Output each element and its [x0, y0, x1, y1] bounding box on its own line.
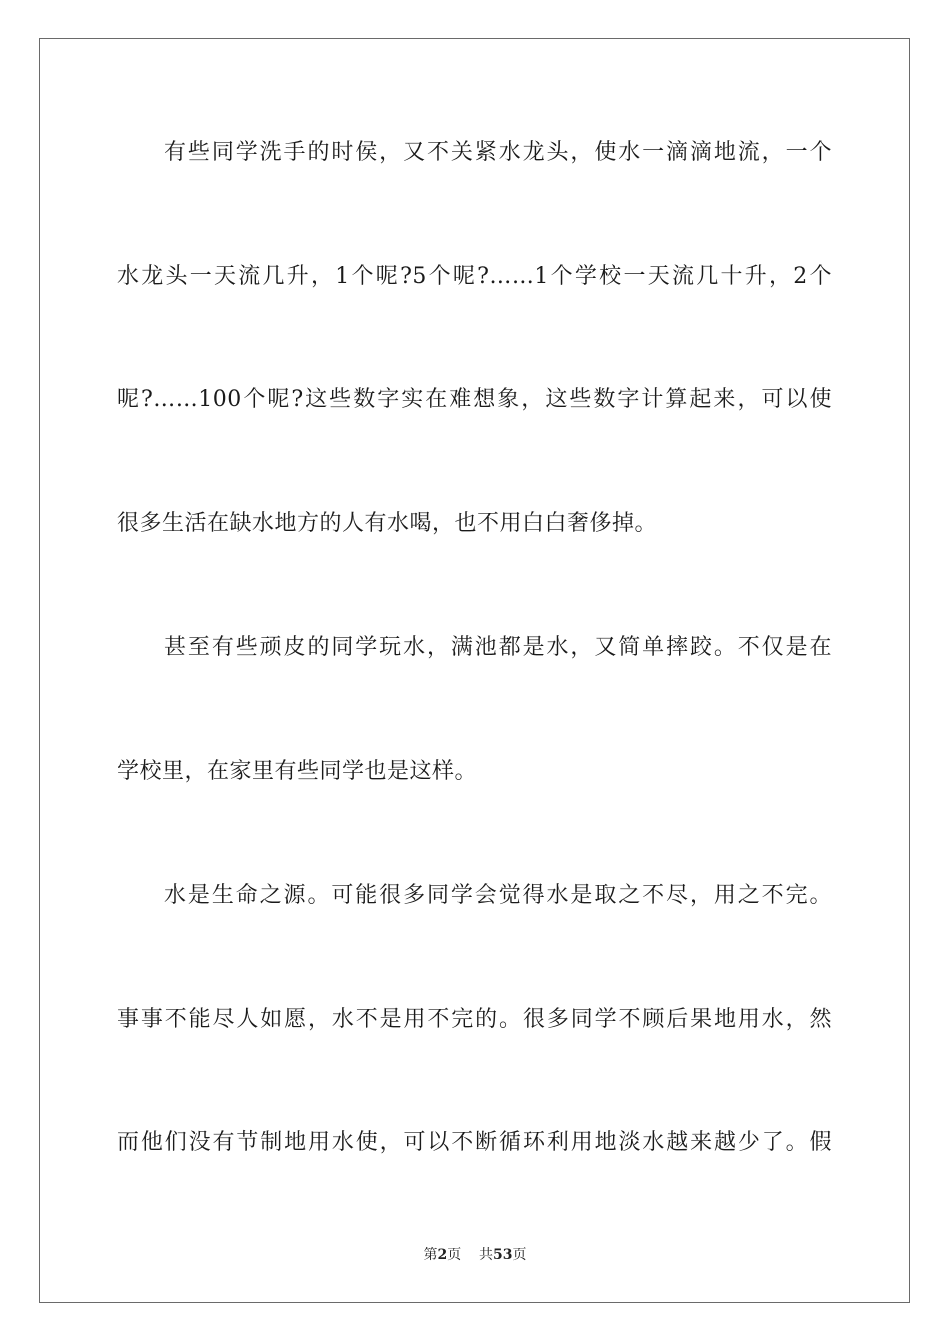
- footer-page-number: 2: [437, 1247, 448, 1263]
- footer-total-suffix: 页: [512, 1247, 527, 1263]
- footer-page-suffix: 页: [447, 1247, 462, 1263]
- paragraph-3-line-3: 而他们没有节制地用水使，可以不断循环利用地淡水越来越少了。假: [117, 1130, 832, 1155]
- paragraph-1-line-2: 水龙头一天流几升，1个呢?5个呢?……1个学校一天流几十升，2个: [117, 264, 832, 289]
- paragraph-1-line-4: 很多生活在缺水地方的人有水喝，也不用白白奢侈掉。: [117, 511, 658, 536]
- paragraph-3-line-1: 水是生命之源。可能很多同学会觉得水是取之不尽，用之不完。: [164, 883, 832, 908]
- footer-total-pages: 53: [493, 1247, 513, 1263]
- footer-page-prefix: 第: [423, 1247, 438, 1263]
- paragraph-2-line-1: 甚至有些顽皮的同学玩水，满池都是水，又简单摔跤。不仅是在: [164, 635, 832, 660]
- page-border: [39, 38, 910, 1303]
- paragraph-2-line-2: 学校里，在家里有些同学也是这样。: [117, 759, 478, 784]
- paragraph-1-line-3: 呢?……100个呢?这些数字实在难想象，这些数字计算起来，可以使: [117, 387, 832, 412]
- footer-total-prefix: 共: [479, 1247, 494, 1263]
- paragraph-3-line-2: 事事不能尽人如愿，水不是用不完的。很多同学不顾后果地用水，然: [117, 1007, 832, 1032]
- paragraph-1-line-1: 有些同学洗手的时侯，又不关紧水龙头，使水一滴滴地流，一个: [164, 140, 832, 165]
- page-footer: [0, 1246, 950, 1264]
